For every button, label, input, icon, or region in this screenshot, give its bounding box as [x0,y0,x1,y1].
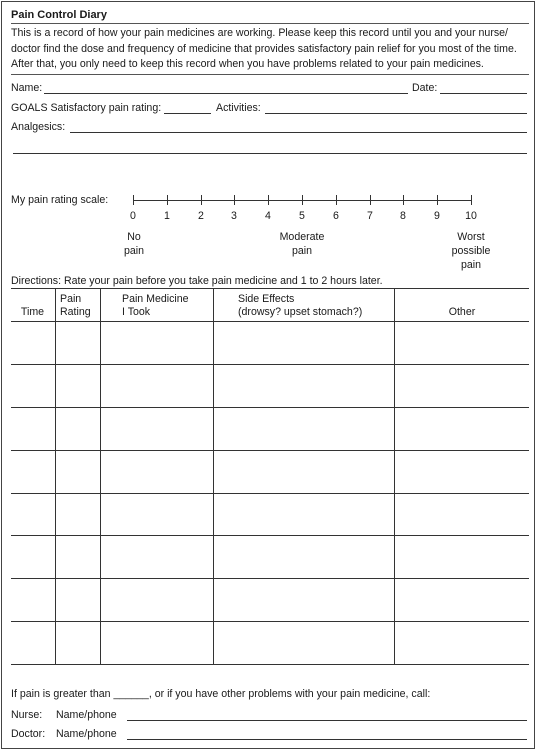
intro-line: After that, you only need to keep this record when you have problems related to your pain medicines. [11,58,484,70]
scale-number: 8 [400,210,406,222]
scale-number: 2 [198,210,204,222]
header-other [395,306,529,319]
scale-number: 0 [130,210,136,222]
intro-line: doctor find the dose and frequency of medicine that provides satisfactory pain relief for you most of the time. [11,42,517,55]
header-line: I Took [122,306,151,318]
doctor-name-phone-label: Name/phone [56,728,117,740]
scale-number: 6 [333,210,339,222]
scale-tick [437,195,438,205]
name-field[interactable] [44,93,408,94]
scale-tick [370,195,371,205]
analgesics-field-line-2[interactable] [13,153,527,154]
pain-control-diary-form [1,1,535,749]
form-title: Pain Control Diary [11,9,107,21]
scale-tick [234,195,235,205]
satisfactory-rating-field[interactable] [164,113,211,114]
scale-tick [336,195,337,205]
header-pain-medicine [122,293,189,319]
scale-anchor-no-pain [118,230,150,258]
table-top-border [11,288,529,289]
analgesics-field[interactable] [70,132,527,133]
header-line: Pain Medicine [122,293,189,305]
anchor-line: Moderate [279,231,325,243]
scale-number: 7 [367,210,373,222]
column-divider-time [55,288,56,664]
date-field[interactable] [440,93,527,94]
scale-anchor-worst [446,230,496,272]
anchor-line: Worst [457,231,485,243]
anchor-line: pain [123,245,145,257]
doctor-label: Doctor: [11,728,46,740]
name-label: Name: [11,82,43,94]
activities-label: Activities: [216,102,261,114]
header-line: Time [20,306,45,318]
scale-number: 10 [465,210,477,222]
scale-tick [268,195,269,205]
header-line: (drowsy? upset stomach?) [238,306,363,318]
table-row-divider [11,535,529,536]
header-line: Other [448,306,476,318]
column-divider-rating [100,288,101,664]
header-line: Rating [60,306,91,318]
intro-divider [11,74,529,75]
header-time [11,306,54,319]
scale-number: 1 [164,210,170,222]
scale-tick [471,195,472,205]
doctor-name-phone-field[interactable] [127,739,527,740]
header-pain-rating [60,293,91,319]
title-divider [11,23,529,24]
scale-number: 4 [265,210,271,222]
table-row-divider [11,578,529,579]
nurse-name-phone-field[interactable] [127,720,527,721]
header-line: Pain [60,293,82,305]
scale-label: My pain rating scale: [11,194,109,206]
header-line: Side Effects [238,293,295,305]
diary-table [11,288,529,664]
nurse-label: Nurse: [11,709,43,721]
nurse-name-phone-label: Name/phone [56,709,117,721]
table-row-divider [11,493,529,494]
column-divider-side-effects [394,288,395,664]
anchor-line: No [127,231,141,243]
table-row-divider [11,621,529,622]
table-row-divider [11,450,529,451]
column-divider-medicine [213,288,214,664]
activities-field[interactable] [265,113,527,114]
table-row-divider [11,364,529,365]
scale-tick [201,195,202,205]
analgesics-label: Analgesics: [11,121,66,133]
scale-tick [403,195,404,205]
anchor-line: pain [291,245,313,257]
directions-text: Directions: Rate your pain before you take pain medicine and 1 to 2 hours later. [11,275,383,287]
header-side-effects [238,293,362,319]
call-instructions: If pain is greater than ______, or if you have other problems with your pain medicine, call: [11,688,431,700]
anchor-line: possible [451,245,491,257]
scale-number: 3 [231,210,237,222]
intro-paragraph [11,26,529,73]
scale-number: 5 [299,210,305,222]
anchor-line: pain [460,259,482,271]
header-divider [11,321,529,322]
table-row-divider [11,407,529,408]
scale-tick [133,195,134,205]
table-row-divider [11,664,529,665]
intro-line: This is a record of how your pain medicines are working. Please keep this record until you and your nurse/ [11,27,508,39]
scale-anchor-moderate [272,230,332,258]
scale-tick [302,195,303,205]
scale-number: 9 [434,210,440,222]
scale-tick [167,195,168,205]
date-label: Date: [412,82,438,94]
goals-label: GOALS Satisfactory pain rating: [11,102,162,114]
